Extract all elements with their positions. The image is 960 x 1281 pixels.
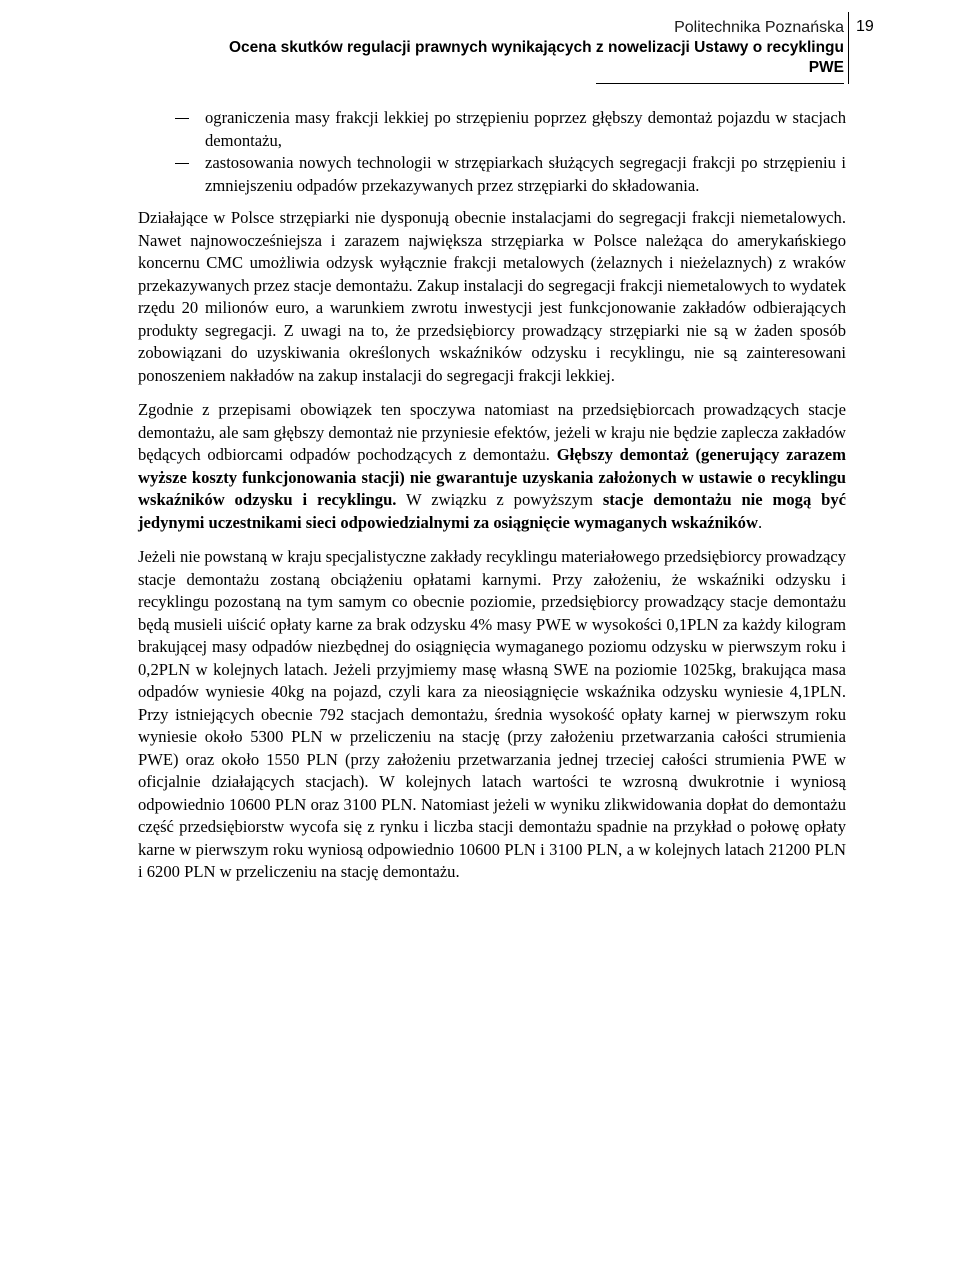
bold-statement: Głębszy demontaż (generujący zarazem wyższe koszty funkcjonowania stacji) nie gwarantuje uzyskania założonych w ustawie o recyklingu wskaźników odzysku i recyklingu. bbox=[138, 445, 846, 509]
header-document-title: Ocena skutków regulacji prawnych wynikających z nowelizacji Ustawy o recyklingu bbox=[228, 39, 844, 56]
page-header bbox=[0, 0, 960, 100]
header-vertical-divider bbox=[848, 12, 849, 84]
paragraph-dismantling-obligation bbox=[138, 399, 846, 534]
dash-bullet-icon bbox=[175, 163, 189, 164]
header-organization: Politechnika Poznańska bbox=[674, 19, 844, 36]
list-item-text: ograniczenia masy frakcji lekkiej po strzępieniu poprzez głębszy demontaż pojazdu w stacjach demontażu, bbox=[205, 108, 846, 150]
list-item bbox=[138, 107, 846, 152]
header-divider bbox=[596, 83, 844, 84]
paragraph-text: W związku z powyższym bbox=[396, 490, 603, 509]
list-item-text: zastosowania nowych technologii w strzępiarkach służących segregacji frakcji po strzępieniu i zmniejszeniu odpadów przekazywanych przez strzępiarki do składowania. bbox=[205, 153, 846, 195]
list-item bbox=[138, 152, 846, 197]
paragraph-text: . bbox=[757, 512, 763, 532]
page-number: 19 bbox=[856, 18, 874, 35]
header-document-title-continued: PWE bbox=[808, 59, 844, 76]
paragraph-shredders: Działające w Polsce strzępiarki nie dysponują obecnie instalacjami do segregacji frakcji niemetalowych. Nawet najnowocześniejsza i zarazem największa strzępiarka w Polsce należąca do amerykańskiego koncernu CMC umożliwia odzysk wyłącznie frakcji metalowych (żelaznych i nieżelaznych) z wraków przekazywanych przez stacje demontażu. Zakup instalacji do segregacji frakcji niemetalowych to wydatek rzędu 20 milionów euro, a warunkiem zwrotu inwestycji jest funkcjonowanie zakładów odbierających produkty segregacji. Z uwagi na to, że przedsiębiorcy prowadzący strzępiarki nie są w żaden sposób zobowiązani do uzyskiwania określonych wskaźników odzysku i recyklingu, nie są zainteresowani ponoszeniem nakładów na zakup instalacji do segregacji frakcji lekkiej. bbox=[138, 208, 846, 385]
document-body bbox=[138, 107, 846, 884]
bullet-list bbox=[138, 107, 846, 197]
paragraph-penalty-fees: Jeżeli nie powstaną w kraju specjalistyczne zakłady recyklingu materiałowego przedsiębiorcy prowadzący stacje demontażu zostaną obciążeniu opłatami karnymi. Przy założeniu, że wskaźniki odzysku i recyklingu pozostaną na tym samym co obecnie poziomie, przedsiębiorcy prowadzący stacje demontażu będą musieli uiścić opłaty karne za brak odzysku 4% masy PWE w wysokości 0,1PLN za każdy kilogram brakującej masy odpadów niezbędnej do osiągnięcia wymaganego poziomu odzysku w pierwszym roku i 0,2PLN w kolejnych latach. Jeżeli przyjmiemy masę własną SWE na poziomie 1025kg, brakująca masa odpadów wyniesie 40kg na pojazd, czyli kara za nieosiągnięcie wskaźnika odzysku wyniesie 4,1PLN. Przy istniejących obecnie 792 stacjach demontażu, średnia wysokość opłaty karnej w pierwszym roku wyniesie około 5300 PLN w przeliczeniu na stację (przy założeniu przetwarzania całości strumienia PWE) oraz około 1550 PLN (przy założeniu przetwarzania jednej trzeciej całości strumienia PWE w oficjalnie działających stacjach). W kolejnych latach wartości te wzrosną dwukrotnie i wyniosą odpowiednio 10600 PLN oraz 3100 PLN. Natomiast jeżeli w wyniku zlikwidowania dopłat do demontażu część przedsiębiorstw wycofa się z rynku i liczba stacji demontażu spadnie na przykład o połowę opłaty karne w pierwszym roku wyniosą odpowiednio 10600 PLN i 3100 PLN, a w kolejnych latach 21200 PLN i 6200 PLN w przeliczeniu na stację demontażu. bbox=[138, 547, 846, 881]
dash-bullet-icon bbox=[175, 118, 189, 119]
paragraph-text: Zgodnie z przepisami obowiązek ten spoczywa natomiast na przedsiębiorcach prowadzących stacje demontażu, ale sam głębszy demontaż nie przyniesie efektów, jeżeli w kraju nie będzie zaplecza zakładów będących odbiorcami odpadów pochodzących z demontażu. bbox=[138, 400, 846, 464]
header-text-block bbox=[229, 18, 844, 78]
bold-statement: stacje demontażu nie mogą być jedynymi uczestnikami sieci odpowiedzialnymi za osiągnięcie wymaganych wskaźników bbox=[138, 490, 847, 532]
